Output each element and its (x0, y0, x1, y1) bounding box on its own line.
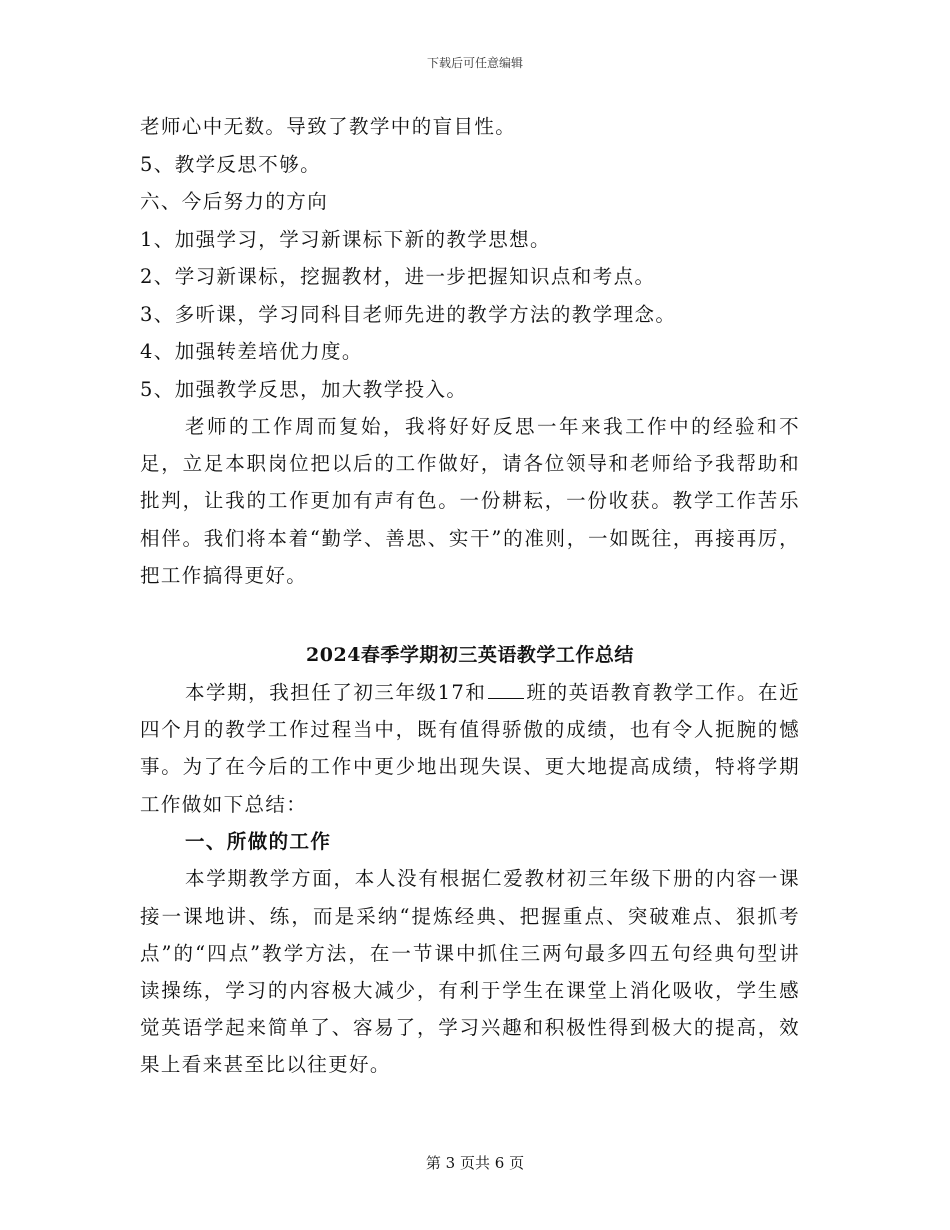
text-line: 5、教学反思不够。 (140, 152, 322, 176)
intro-paragraph (140, 674, 800, 823)
document-title: 2024春季学期初三英语教学工作总结 (306, 644, 634, 667)
text-line: 1、加强学习，学习新课标下新的教学思想。 (140, 227, 551, 251)
text-line: 老师心中无数。导致了教学中的盲目性。 (140, 115, 517, 138)
text-line: 2、学习新课标，挖掘教材，进一步把握知识点和考点。 (140, 265, 656, 288)
intro-text-start: 本学期，我担任了初三年级17和 (185, 681, 487, 705)
page-header: 下载后可任意编辑 (426, 56, 523, 70)
text-line: 六、今后努力的方向 (140, 190, 329, 213)
intro-text-end: 班的英语教育教学工作。在近四个月的教学工作过程当中，既有值得骄傲的成绩，也有令人扼腕的憾事。为了在今后的工作中更少地出现失误、更大地提高成绩，特将学期工作做如下总结： (140, 681, 800, 816)
text-line: 5、加强教学反思，加大教学投入。 (140, 377, 468, 401)
document-body (140, 108, 800, 1084)
text-line: 4、加强转差培优力度。 (140, 340, 363, 363)
closing-paragraph: 老师的工作周而复始，我将好好反思一年来我工作中的经验和不足，立足本职岗位把以后的工作做好，请各位领导和老师给予我帮助和批判，让我的工作更加有声有色。一份耕耘，一份收获。教学工作苦乐相伴。我们将本着“勤学、善思、实干”的准则，一如既往，再接再厉，把工作搞得更好。 (140, 415, 800, 587)
page-footer: 第 3 页共 6 页 (425, 1154, 525, 1172)
section-heading: 一、所做的工作 (185, 829, 332, 853)
text-line: 3、多听课，学习同科目老师先进的教学方法的教学理念。 (140, 302, 677, 326)
section-paragraph: 本学期教学方面，本人没有根据仁爱教材初三年级下册的内容一课接一课地讲、练，而是采纳“提炼经典、把握重点、突破难点、狠抓考点”的“四点”教学方法，在一节课中抓住三两句最多四五句经典句型讲读操练，学习的内容极大减少，有利于学生在课堂上消化吸收，学生感觉英语学起来简单了、容易了，学习兴趣和积极性得到极大的提高，效果上看来甚至比以往更好。 (140, 867, 800, 1077)
fill-in-blank (488, 682, 524, 699)
